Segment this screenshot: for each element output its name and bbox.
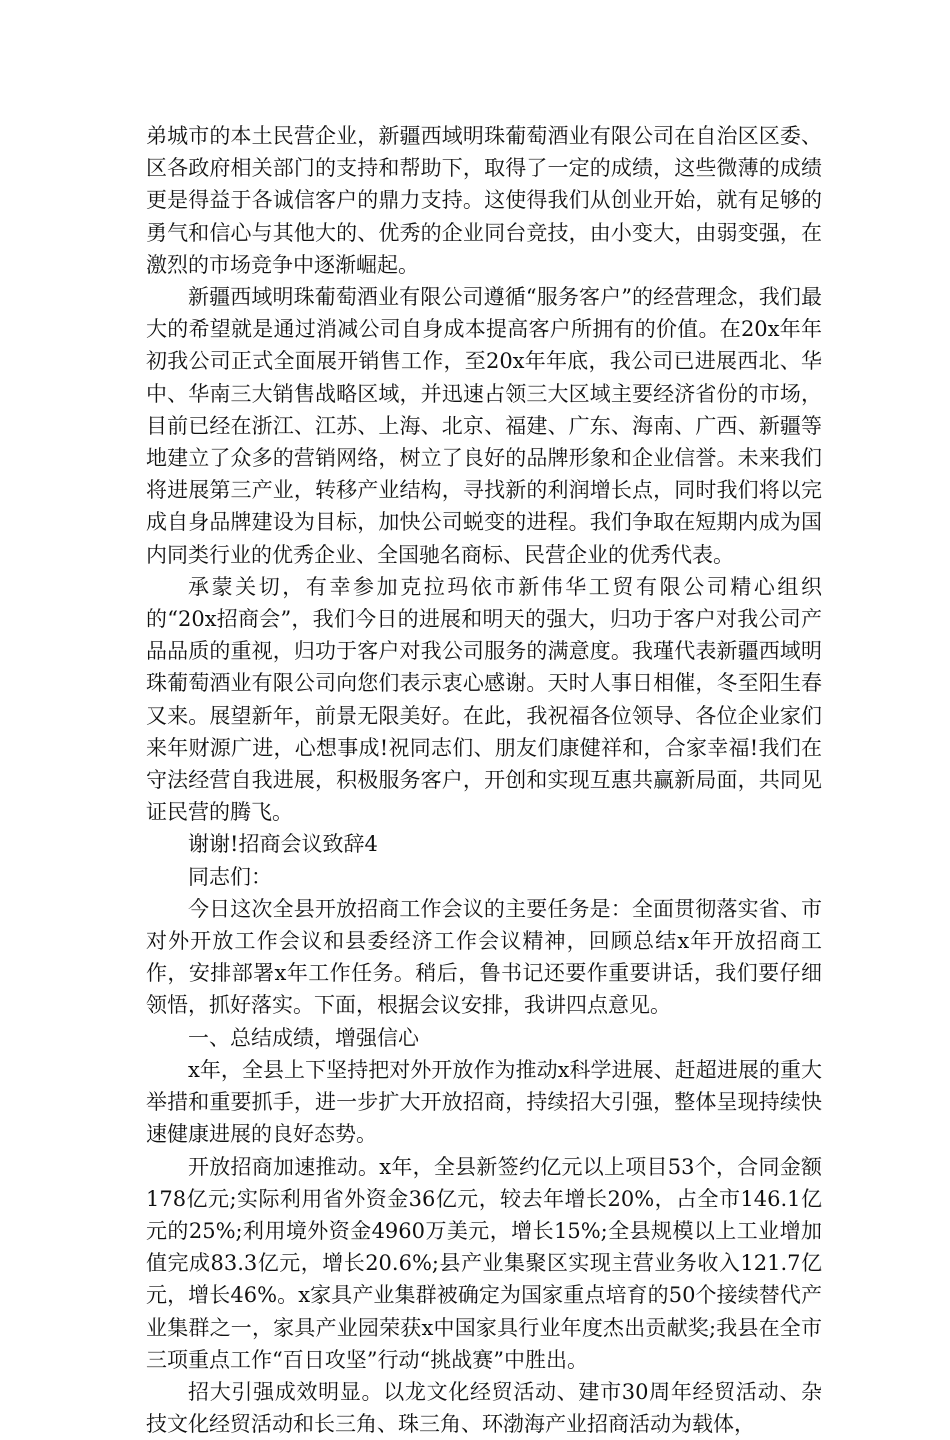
paragraph-2: 新疆西域明珠葡萄酒业有限公司遵循“服务客户”的经营理念，我们最大的希望就是通过消减公司自身成本提高客户所拥有的价值。在20x年年初我公司正式全面展开销售工作，至20x年年底，我公司已进展西北、华中、华南三大销售战略区域，并迅速占领三大区域主要经济省份的市场，目前已经在浙江、江苏、上海、北京、福建、广东、海南、广西、新疆等地建立了众多的营销网络，树立了良好的品牌形象和企业信誉。未来我们将进展第三产业，转移产业结构，寻找新的利润增长点，同时我们将以完成自身品牌建设为目标，加快公司蜕变的进程。我们争取在短期内成为国内同类行业的优秀企业、全国驰名商标、民营企业的优秀代表。: [146, 285, 822, 567]
salutation: 同志们：: [188, 864, 272, 889]
paragraph-8: x年，全县上下坚持把对外开放作为推动x科学进展、赶超进展的重大举措和重要抓手，进一步扩大开放招商，持续招大引强，整体呈现持续快速健康进展的良好态势。: [146, 1057, 822, 1147]
section-heading: 一、总结成绩，增强信心: [188, 1025, 419, 1050]
speech-closing-heading: 谢谢!招商会议致辞4: [188, 832, 378, 857]
paragraph-6: 今日这次全县开放招商工作会议的主要任务是：全面贯彻落实省、市对外开放工作会议和县委经济工作会议精神，回顾总结x年开放招商工作，安排部署x年工作任务。稍后，鲁书记还要作重要讲话，我们要仔细领悟，抓好落实。下面，根据会议安排，我讲四点意见。: [146, 896, 822, 1018]
document-body: [146, 120, 822, 1440]
paragraph-9: 开放招商加速推动。x年，全县新签约亿元以上项目53个，合同金额178亿元;实际利用省外资金36亿元，较去年增长20%，占全市146.1亿元的25%;利用境外资金4960万美元，增长15%;全县规模以上工业增加值完成83.3亿元，增长20.6%;县产业集聚区实现主营业务收入121.7亿元，增长46%。x家具产业集群被确定为国家重点培育的50个接续替代产业集群之一，家具产业园荣获x中国家具行业年度杰出贡献奖;我县在全市三项重点工作“百日攻坚”行动“挑战赛”中胜出。: [146, 1154, 822, 1372]
paragraph-1: 弟城市的本土民营企业，新疆西域明珠葡萄酒业有限公司在自治区区委、区各政府相关部门的支持和帮助下，取得了一定的成绩，这些微薄的成绩更是得益于各诚信客户的鼎力支持。这使得我们从创业开始，就有足够的勇气和信心与其他大的、优秀的企业同台竞技，由小变大，由弱变强，在激烈的市场竞争中逐渐崛起。: [146, 124, 822, 277]
paragraph-3: 承蒙关切，有幸参加克拉玛依市新伟华工贸有限公司精心组织的“20x招商会”，我们今日的进展和明天的强大，归功于客户对我公司产品品质的重视，归功于客户对我公司服务的满意度。我瑾代表新疆西域明珠葡萄酒业有限公司向您们表示衷心感谢。天时人事日相催，冬至阳生春又来。展望新年，前景无限美好。在此，我祝福各位领导、各位企业家们来年财源广进，心想事成!祝同志们、朋友们康健祥和，合家幸福!我们在守法经营自我进展，积极服务客户，开创和实现互惠共赢新局面，共同见证民营的腾飞。: [146, 574, 822, 825]
paragraph-10: 招大引强成效明显。以龙文化经贸活动、建市30周年经贸活动、杂技文化经贸活动和长三角、珠三角、环渤海产业招商活动为载体，: [146, 1379, 822, 1437]
